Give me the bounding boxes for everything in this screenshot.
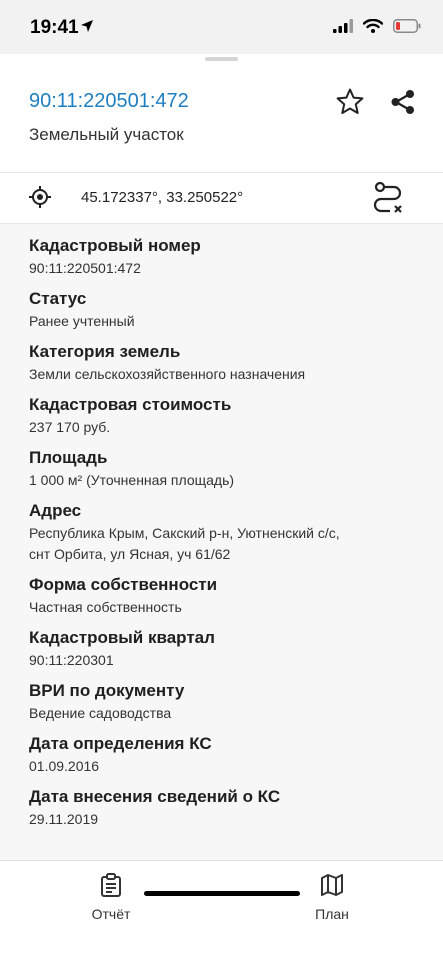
- field-label: Дата определения КС: [29, 734, 212, 753]
- map-icon: [320, 873, 344, 897]
- field-value-line2: снт Орбита, ул Ясная, уч 61/62: [29, 546, 231, 562]
- status-bar: [0, 0, 443, 54]
- field-value: Земли сельскохозяйственного назначения: [29, 366, 306, 382]
- status-time: 19:41: [30, 17, 79, 38]
- sheet-grabber[interactable]: [205, 57, 238, 61]
- field-value: 1 000 м² (Уточненная площадь): [29, 472, 235, 488]
- field-value: Ведение садоводства: [29, 705, 172, 721]
- field-permitted-use: [29, 681, 443, 724]
- field-value: Ранее учтенный: [29, 313, 135, 329]
- plan-tab[interactable]: [282, 873, 382, 922]
- object-card: [0, 54, 443, 960]
- star-icon: [334, 86, 366, 118]
- field-cadastral-quarter: [29, 628, 443, 671]
- field-value-date: [29, 734, 443, 777]
- field-label: Кадастровый номер: [29, 236, 201, 255]
- field-label: Кадастровый квартал: [29, 628, 215, 647]
- field-status: [29, 289, 443, 332]
- field-label: Форма собственности: [29, 575, 218, 594]
- field-label: Категория земель: [29, 342, 181, 361]
- field-cadastral-value: [29, 395, 443, 438]
- card-header: [0, 54, 443, 173]
- wifi-icon: [363, 19, 383, 38]
- field-info-entry-date: [29, 787, 443, 830]
- coordinates-text[interactable]: 45.172337°, 33.250522°: [81, 189, 244, 206]
- clipboard-icon: [100, 873, 122, 897]
- battery-icon: [393, 19, 421, 38]
- home-indicator[interactable]: [144, 891, 300, 896]
- report-tab-label: Отчёт: [91, 906, 131, 922]
- field-ownership-form: [29, 575, 443, 618]
- field-label: Дата внесения сведений о КС: [29, 787, 281, 806]
- crosshair-icon[interactable]: [28, 185, 52, 214]
- field-label: Статус: [29, 289, 87, 308]
- field-address: [29, 501, 443, 565]
- favorite-button[interactable]: [334, 86, 366, 118]
- field-label: Кадастровая стоимость: [29, 395, 232, 414]
- field-area: [29, 448, 443, 491]
- field-label: Площадь: [29, 448, 108, 467]
- field-value: 01.09.2016: [29, 758, 100, 774]
- share-button[interactable]: [387, 86, 419, 118]
- field-value: Частная собственность: [29, 599, 182, 615]
- field-value: Республика Крым, Сакский р-н, Уютненский с/с,: [29, 525, 340, 541]
- signal-icon: [333, 19, 353, 38]
- route-icon[interactable]: [370, 181, 406, 220]
- field-value: 90:11:220301: [29, 652, 114, 668]
- report-tab[interactable]: [61, 873, 161, 922]
- location-arrow-icon: [80, 19, 94, 38]
- field-label: Адрес: [29, 501, 82, 520]
- field-land-category: [29, 342, 443, 385]
- field-value: 29.11.2019: [29, 811, 99, 827]
- field-value: 90:11:220501:472: [29, 260, 141, 276]
- properties-list[interactable]: [0, 224, 443, 860]
- status-indicators: [333, 19, 421, 38]
- field-value: 237 170 руб.: [29, 419, 111, 435]
- bottom-navigation: [0, 860, 443, 961]
- cadastral-number-title[interactable]: 90:11:220501:472: [29, 90, 189, 112]
- plan-tab-label: План: [315, 906, 349, 922]
- share-icon: [387, 86, 419, 118]
- coordinates-row[interactable]: [0, 173, 443, 224]
- object-type: Земельный участок: [29, 125, 184, 144]
- field-cadastral-number: [29, 236, 443, 279]
- field-label: ВРИ по документу: [29, 681, 185, 700]
